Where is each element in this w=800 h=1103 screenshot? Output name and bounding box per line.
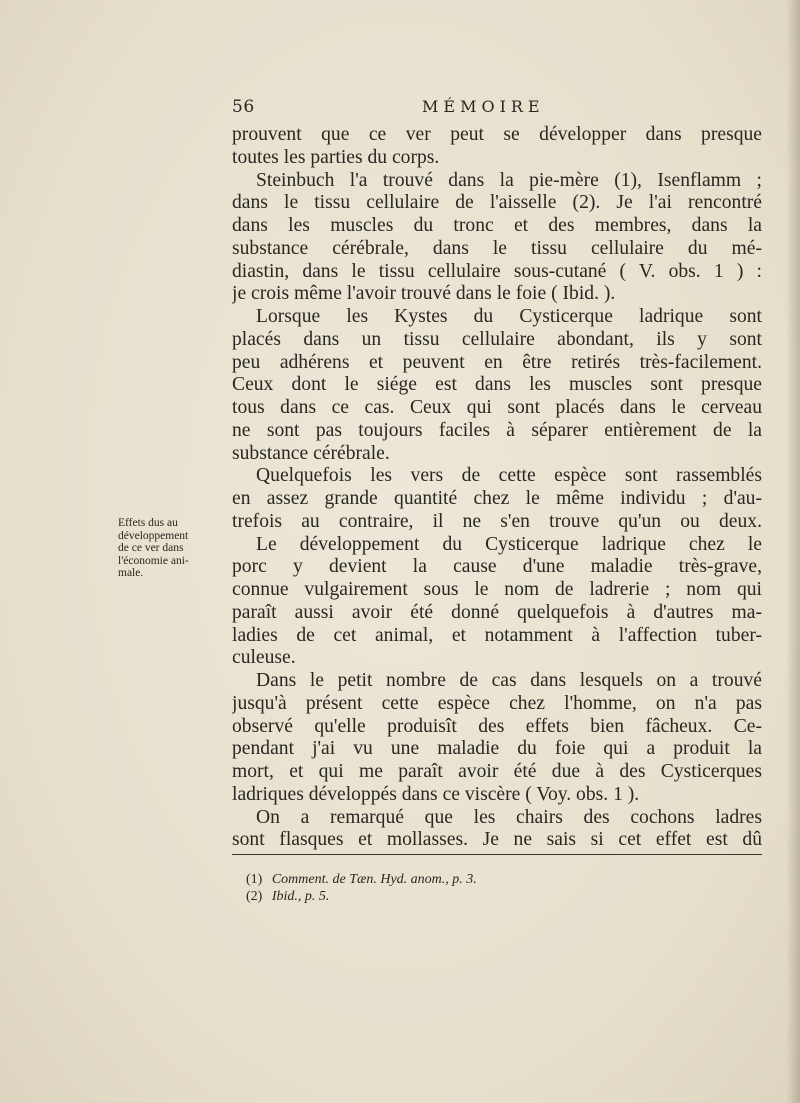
margin-note-line-3: de ce ver dans: [118, 542, 184, 555]
body-line-28: pendant j'ai vu une maladie du foie qui a produit la: [232, 738, 762, 760]
body-line-3: Steinbuch l'a trouvé dans la pie-mère (1), Isenflamm ;: [256, 169, 762, 191]
page-number: 56: [232, 97, 255, 117]
body-line-24: culeuse.: [232, 647, 296, 669]
body-line-16: Quelquefois les vers de cette espèce sont rassemblés: [256, 465, 762, 487]
body-line-6: substance cérébrale, dans le tissu cellulaire du mé-: [232, 237, 762, 259]
body-line-29: mort, et qui me paraît avoir été due à des Cysticerques: [232, 761, 762, 782]
body-line-15: substance cérébrale.: [232, 442, 390, 464]
body-line-31: On a remarqué que les chairs des cochons ladres: [256, 806, 762, 828]
body-line-13: tous dans ce cas. Ceux qui sont placés dans le cerveau: [232, 397, 762, 418]
body-line-10: placés dans un tissu cellulaire abondant, ils y sont: [232, 328, 762, 350]
footnote-source: Comment. de Tæn. Hyd. anom., p. 3.: [271, 872, 477, 887]
body-line-12: Ceux dont le siége est dans les muscles sont presque: [232, 374, 762, 396]
body-line-27: observé qu'elle produisît des effets bien fâcheux. Ce-: [232, 715, 762, 737]
margin-note-line-5: male.: [118, 567, 144, 580]
body-line-18: trefois au contraire, il ne s'en trouve qu'un ou deux.: [232, 510, 762, 532]
body-line-5: dans les muscles du tronc et des membres, dans la: [232, 215, 762, 236]
margin-note-line-4: l'économie ani-: [118, 554, 189, 567]
footnote-2: [246, 888, 746, 905]
body-line-30: ladriques développés dans ce viscère ( Voy. obs. 1 ).: [232, 783, 640, 805]
body-line-20: porc y devient la cause d'une maladie très-grave,: [232, 556, 762, 578]
body-line-9: Lorsque les Kystes du Cysticerque ladrique sont: [256, 306, 762, 327]
body-line-1: prouvent que ce ver peut se développer dans presque: [232, 124, 762, 145]
body-line-32: sont flasques et mollasses. Je ne sais si cet effet est dû: [232, 829, 762, 851]
body-line-26: jusqu'à présent cette espèce chez l'homme, on n'a pas: [232, 692, 762, 714]
margin-note-line-1: Effets dus au: [118, 517, 178, 529]
footnote-mark: (1): [246, 872, 263, 887]
body-text: [232, 124, 762, 852]
body-line-2: toutes les parties du corps.: [232, 146, 440, 168]
footnote-mark: (2): [246, 889, 263, 904]
page-edge-shadow: [786, 0, 800, 1103]
body-line-23: ladies de cet animal, et notamment à l'affection tuber-: [232, 624, 762, 646]
margin-note-line-2: développement: [118, 529, 189, 542]
footnotes: [246, 871, 746, 905]
body-line-7: diastin, dans le tissu cellulaire sous-cutané ( V. obs. 1 ) :: [232, 260, 762, 282]
body-line-8: je crois même l'avoir trouvé dans le foie ( Ibid. ).: [232, 283, 616, 305]
footnote-source: Ibid., p. 5.: [271, 889, 330, 904]
body-line-11: peu adhérens et peuvent en être retirés très-facilement.: [232, 351, 762, 373]
running-head: [232, 97, 762, 119]
body-line-14: ne sont pas toujours faciles à séparer entièrement de la: [232, 419, 762, 441]
body-line-17: en assez grande quantité chez le même individu ; d'au-: [232, 488, 762, 509]
body-line-4: dans le tissu cellulaire de l'aisselle (2). Je l'ai rencontré: [232, 192, 762, 214]
running-title: MÉMOIRE: [422, 97, 545, 116]
footnote-1: [246, 871, 746, 888]
margin-note: [118, 517, 228, 580]
body-line-25: Dans le petit nombre de cas dans lesquels on a trouvé: [256, 670, 762, 691]
body-line-21: connue vulgairement sous le nom de ladrerie ; nom qui: [232, 579, 762, 600]
body-line-19: Le développement du Cysticerque ladrique chez le: [256, 533, 762, 555]
footnote-rule: [232, 854, 762, 855]
body-line-22: paraît aussi avoir été donné quelquefois à d'autres ma-: [232, 601, 762, 623]
